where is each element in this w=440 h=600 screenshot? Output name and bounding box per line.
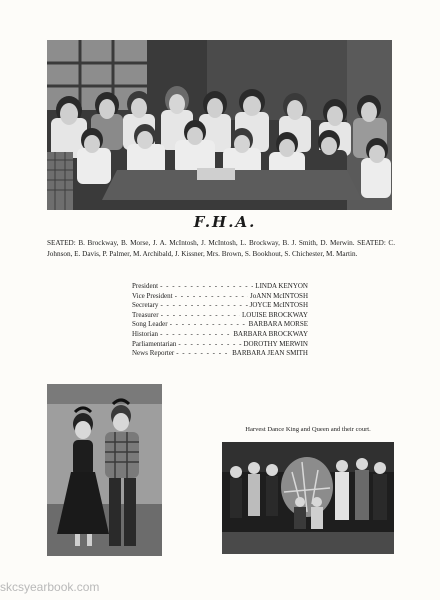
group-photo-caption: SEATED: B. Brockway, B. Morse, J. A. McIntosh, J. McIntosh, L. Brockway, B. J. Smith, D. Merwin. SEATED: C. Johnson, E. Davis, P. Palmer, M. Archibald, J. Kissner, Mrs. Brown, S. Bookhout, S. Chichester, M. Martin.: [47, 239, 395, 258]
court-photo-caption: Harvest Dance King and Queen and their court.: [245, 426, 371, 433]
dot-leader: [160, 301, 247, 311]
officers-list: [132, 282, 308, 359]
officer-title: Treasurer: [132, 310, 159, 319]
officer-title: News Reporter: [132, 349, 175, 358]
officer-row: [132, 349, 308, 359]
dot-leader: [160, 330, 231, 340]
officer-row: [132, 340, 308, 350]
watermark: skcsyearbook.com: [0, 580, 100, 594]
officer-title: President: [132, 282, 159, 290]
dot-leader: [160, 282, 253, 292]
officer-title: Parliamentarian: [132, 339, 177, 348]
officer-name: LOUISE BROCKWAY: [241, 310, 308, 319]
officer-name: LINDA KENYON: [255, 282, 308, 290]
officer-name: JOYCE McINTOSH: [249, 301, 308, 310]
club-title: F.H.A.: [193, 213, 257, 231]
dot-leader: [175, 292, 248, 302]
officer-row: [132, 311, 308, 321]
officer-row: [132, 320, 308, 330]
officer-name: DOROTHY MERWIN: [243, 339, 308, 348]
king-queen-photo: [47, 384, 162, 556]
officer-title: Song Leader: [132, 320, 168, 329]
officer-name: BARBARA BROCKWAY: [233, 329, 308, 338]
officer-title: Vice President: [132, 291, 173, 300]
dot-leader: [170, 320, 247, 330]
officer-title: Historian: [132, 329, 159, 338]
officer-name: BARBARA MORSE: [248, 320, 308, 329]
officer-name: BARBARA JEAN SMITH: [232, 349, 308, 358]
dot-leader: [176, 349, 230, 359]
officer-row: [132, 282, 308, 292]
officer-title: Secretary: [132, 301, 159, 310]
officer-row: [132, 292, 308, 302]
dot-leader: [161, 311, 240, 321]
dot-leader: [178, 340, 241, 350]
dance-court-photo: [222, 442, 394, 554]
officer-row: [132, 330, 308, 340]
officer-name: JoANN McINTOSH: [249, 291, 308, 300]
officer-row: [132, 301, 308, 311]
club-group-photo: [47, 40, 392, 210]
